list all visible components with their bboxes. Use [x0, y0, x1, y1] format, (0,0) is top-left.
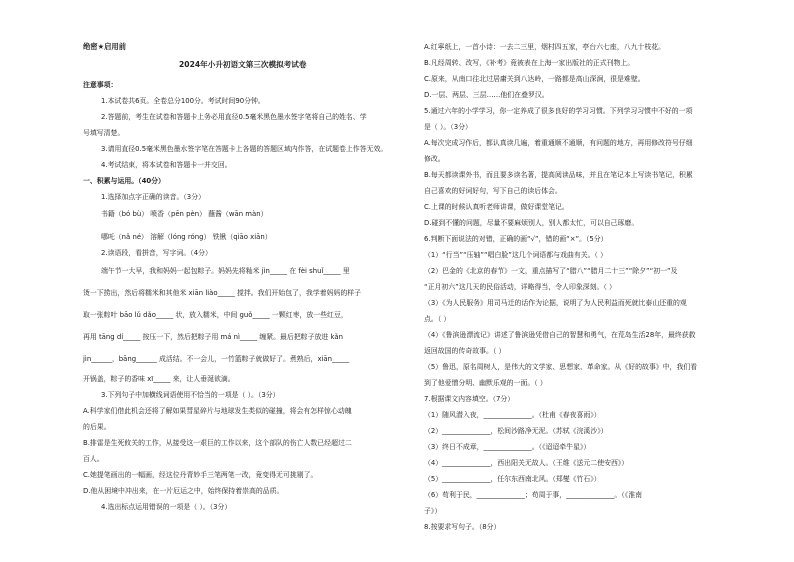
question-line: 3.下列句子中加横线词语使用不恰当的一项是（ ）。（3分）: [101, 391, 280, 399]
question-line: 8.按要求写句子。（8分）: [424, 523, 501, 531]
question-line: 书籍（bó bù） 喷香（pēn pèn） 蘸酱（wān màn）: [101, 210, 268, 218]
question-line: 2.读语段，看拼音，写字词。（4分）: [101, 249, 212, 257]
exam-title: 2024年小升初语文第三次模拟考试卷: [179, 60, 307, 69]
question-line: C.她提笔画出的一幅画，经这位丹青妙手三笔两笔一改，竟变得无可挑剔了。: [83, 471, 318, 479]
question-line: （2）______________，松间沙路净无泥。（苏轼《浣溪沙》）: [424, 427, 608, 435]
note-line: 4.考试结束，将本试卷和答题卡一并交回。: [101, 161, 232, 169]
question-line: 5.通过六年的小学学习，你一定养成了很多良好的学习习惯。下列学习习惯中不好的一项: [424, 107, 693, 115]
question-line: B.每天都读课外书，而且要多读名著，提高阅读品味，并且在笔记本上写读书笔记，积累: [424, 171, 693, 179]
question-line: （4）《鲁滨逊漂流记》讲述了鲁滨逊凭借自己的智慧和勇气，在荒岛生活28年，最终获救: [424, 331, 696, 339]
question-line: 取一张粽叶 bāo lǔ dǎo_____ 状，放入糯米，中间 guǒ_____ 一颗红枣，放一些红豆，: [83, 311, 348, 319]
question-line: 端午节一大早，我和妈妈一起包粽子。妈妈先将籼米 jìn_____ 在 fèi shuǐ_____ 里: [101, 267, 350, 275]
note-line: 2.答题前，考生在试卷和答题卡上务必用直径0.5毫米黑色墨水签字笔将自己的姓名、学: [101, 113, 367, 121]
question-line: 返回故国的传奇故事。（ ）: [424, 347, 506, 355]
question-line: 点。（ ）: [424, 315, 451, 323]
question-line: A.每次完成习作后，都认真读几遍，着重通顺不通顺，有问题的地方，再用修改符号仔细: [424, 139, 693, 147]
secret-mark: 绝密★启用前: [83, 42, 127, 51]
question-line: （6）苟利于民，______________；苟周于事，______________。（《淮南: [424, 491, 642, 499]
question-line: 6.判断下面说法的对错，正确的画“√”，错的画“×”。（5分）: [424, 235, 608, 243]
question-line: （5）鲁迅，原名周树人，是伟大的文学家、思想家、革命家。从《好的故事》中，我们看: [424, 363, 698, 371]
question-line: 自己喜欢的好词好句，写下自己的读后体会。: [424, 187, 562, 195]
question-line: 到了他爱憎分明、幽默乐观的一面。（ ）: [424, 379, 547, 387]
question-line: （1）“行当”“压轴”“唱白脸”这几个词语都与戏曲有关。（ ）: [424, 251, 608, 259]
question-line: 是（ ）。（3分）: [424, 123, 472, 131]
question-line: D.他从困境中冲出来，在一片厄运之中，始终保持着崇高的品质。: [83, 487, 284, 495]
question-line: C.上课的时候认真听老师讲课，做好课堂笔记。: [424, 203, 569, 211]
question-line: 百人。: [83, 455, 104, 463]
question-line: （2）巴金的《北京的春节》一文，重点描写了“腊八”“腊月二十三”“除夕”“初一”及: [424, 267, 678, 275]
question-line: C.原来，从南口往北过居庸关到八达岭，一路都是高山深涧，很是难壁。: [424, 75, 645, 83]
question-line: （3）终日不成章，______________。（《迢迢牵牛星》）: [424, 443, 591, 451]
question-line: A.科学家们借此机会还将了解如果彗星碎片与地球发生类似的碰撞，将会有怎样惊心动魄: [83, 407, 352, 415]
question-line: “正月初六”这几天的民俗活动，详略得当，令人印象深刻。（ ）: [424, 283, 616, 291]
section-heading: 一、积累与运用。（40分）: [83, 177, 165, 185]
question-line: 哪吒（nǎ né） 溶解（lóng róng） 铁锹（qiāo xiān）: [101, 233, 272, 241]
question-line: B.凡经周转、改写，《补考》竟被表在上海一家出版社的正式刊物上。: [424, 59, 635, 67]
note-line: 1.本试卷共6页。全卷总分100分。考试时间90分钟。: [101, 97, 265, 105]
question-line: 7.根据课文内容填空。（7分）: [424, 395, 515, 403]
note-line: 3.请用直径0.5毫米黑色墨水签字笔在答题卡上各题的答题区域内作答，在试题卷上作答无效。: [101, 145, 388, 153]
note-line: 号填写清楚。: [83, 129, 125, 137]
question-line: 再用 tāng dí_____ 按压一下，然后把粽子用 má nì_____ 缠紧。最后把粽子放进 kǎn: [83, 333, 344, 341]
question-line: B.排雷是生死攸关的工作，从接受这一艰巨的工作以来，这个部队的伤亡人数已经超过二: [83, 439, 352, 447]
question-line: （5）______________，任尔东西南北风。（郑燮《竹石》）: [424, 475, 601, 483]
question-line: （4）______________，西出阳关无故人。（王维《送元二使安西》）: [424, 459, 629, 467]
notes-heading: 注意事项：: [83, 81, 118, 89]
question-line: 子》）: [424, 507, 442, 515]
question-line: A.红寧纸上，一首小诗：一去二三里，烟村四五家，亭台六七座，八九十枝花。: [424, 43, 666, 51]
question-line: 修改。: [424, 155, 445, 163]
question-line: jìn______，bāng______ 成活结。不一会儿，一竹篮粽子就做好了。煮熟后，xiān_____: [83, 355, 350, 363]
question-line: （3）《为人民服务》用司马迁的话作为论据，说明了为人民利益而死就比泰山还重的观: [424, 299, 687, 307]
question-line: D.碰到不懂的问题，尽量不要麻烦别人，别人都太忙，可以自己琢磨。: [424, 219, 639, 227]
question-line: 开锅盖，粽子的香味 xī_____ 来，让人垂涎欲滴。: [83, 375, 235, 383]
question-line: 4.选出标点运用错误的一项是（ ）。（3分）: [101, 503, 232, 511]
question-line: D.一层、两层、三层……他们在叠罗汉。: [424, 91, 549, 99]
question-line: （1）随风潜入夜，______________。（杜甫《春夜喜雨》）: [424, 411, 601, 419]
question-line: 1.选择加点字正确的读音。（3分）: [101, 193, 205, 201]
question-line: 烫一下捞出，然后将糯米和其他米 xiān liào_____ 搅拌。我们开始包了，我学着妈妈的样子: [83, 289, 362, 297]
question-line: 的后果。: [83, 423, 111, 431]
